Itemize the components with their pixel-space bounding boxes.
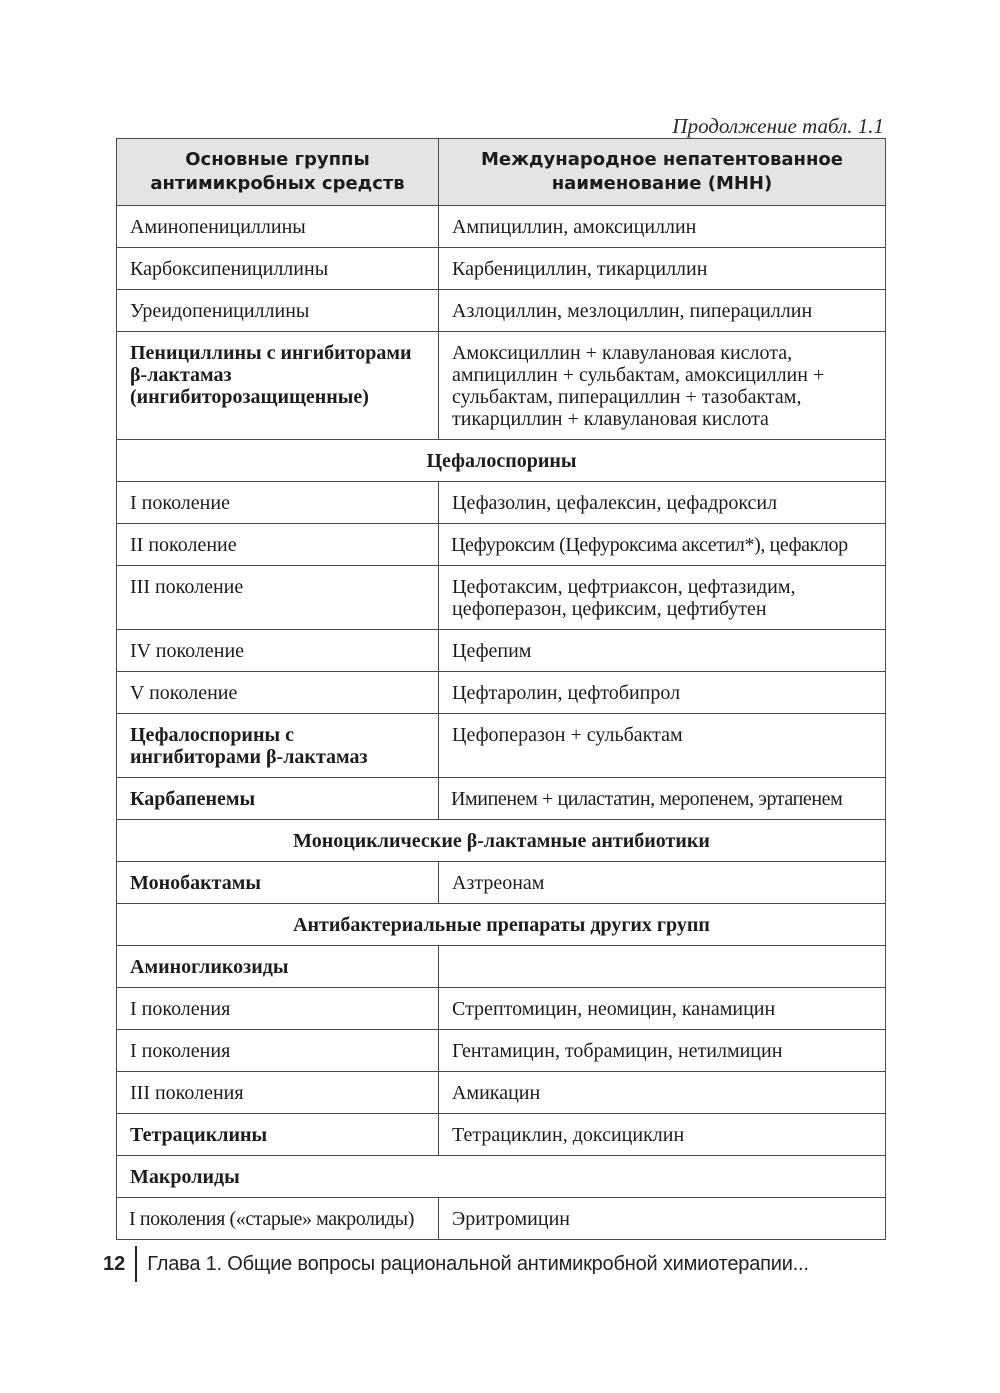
drugs-cell: Азтреонам — [439, 862, 886, 904]
group-cell: I поколения — [117, 988, 439, 1030]
drugs-cell: Цефтаролин, цефтобипрол — [439, 672, 886, 714]
group-cell: Уреидопенициллины — [117, 290, 439, 332]
table-row — [117, 566, 886, 630]
table-row — [117, 778, 886, 820]
section-row — [117, 1156, 886, 1198]
group-cell: II поколение — [117, 524, 439, 566]
drugs-cell: Цефотаксим, цефтриаксон, цефтазидим, цефоперазон, цефиксим, цефтибутен — [439, 566, 886, 630]
table-row — [117, 482, 886, 524]
drugs-cell: Амикацин — [439, 1072, 886, 1114]
table-row — [117, 946, 886, 988]
drugs-cell — [439, 946, 886, 988]
group-cell: Монобактамы — [117, 862, 439, 904]
drugs-cell: Цефоперазон + сульбактам — [439, 714, 886, 778]
table-row — [117, 332, 886, 440]
antimicrobial-table — [116, 138, 886, 1240]
group-cell: I поколения («старые» макролиды) — [117, 1198, 439, 1240]
group-cell: Аминопенициллины — [117, 206, 439, 248]
table-row — [117, 206, 886, 248]
page-footer — [103, 1247, 809, 1281]
group-cell: I поколения — [117, 1030, 439, 1072]
drugs-cell: Цефазолин, цефалексин, цефадроксил — [439, 482, 886, 524]
table-row — [117, 1030, 886, 1072]
header-inn: Международное непатентованное наименование (МНН) — [439, 139, 886, 206]
section-title: Моноциклические β-лактамные антибиотики — [117, 820, 886, 862]
section-title: Антибактериальные препараты других групп — [117, 904, 886, 946]
group-cell: Тетрациклины — [117, 1114, 439, 1156]
table-row — [117, 290, 886, 332]
drugs-cell: Амоксициллин + клавулановая кислота, ампициллин + сульбактам, амоксициллин + сульбактам, пиперациллин + тазобактам, тикарциллин + клавулановая кислота — [439, 332, 886, 440]
group-cell: I поколение — [117, 482, 439, 524]
group-cell: III поколение — [117, 566, 439, 630]
chapter-title: Глава 1. Общие вопросы рациональной антимикробной химиотерапии... — [147, 1252, 809, 1275]
table-caption: Продолжение табл. 1.1 — [672, 114, 884, 138]
drugs-cell: Цефепим — [439, 630, 886, 672]
section-row — [117, 820, 886, 862]
group-cell: Макролиды — [117, 1156, 886, 1198]
table-row — [117, 714, 886, 778]
table-row — [117, 672, 886, 714]
drugs-cell: Ампициллин, амоксициллин — [439, 206, 886, 248]
table-row — [117, 1114, 886, 1156]
drugs-cell: Гентамицин, тобрамицин, нетилмицин — [439, 1030, 886, 1072]
table-row — [117, 988, 886, 1030]
table-row — [117, 1198, 886, 1240]
group-cell: Карбапенемы — [117, 778, 439, 820]
page-number: 12 — [103, 1252, 126, 1275]
group-cell: Аминогликозиды — [117, 946, 439, 988]
drugs-cell: Цефуроксим (Цефуроксима аксетил*), цефаклор — [439, 524, 886, 566]
table-header-row — [117, 139, 886, 206]
drugs-cell: Эритромицин — [439, 1198, 886, 1240]
table-row — [117, 862, 886, 904]
group-cell: Пенициллины с ингибиторами β-лактамаз (ингибиторозащищенные) — [117, 332, 439, 440]
table-row — [117, 248, 886, 290]
group-cell: III поколения — [117, 1072, 439, 1114]
section-row — [117, 904, 886, 946]
drugs-cell: Имипенем + циластатин, меропенем, эртапенем — [439, 778, 886, 820]
footer-divider — [135, 1246, 137, 1282]
group-cell: Карбоксипенициллины — [117, 248, 439, 290]
table-row — [117, 1072, 886, 1114]
drugs-cell: Карбенициллин, тикарциллин — [439, 248, 886, 290]
header-groups: Основные группы антимикробных средств — [117, 139, 439, 206]
table-row — [117, 630, 886, 672]
drugs-cell: Стрептомицин, неомицин, канамицин — [439, 988, 886, 1030]
drugs-cell: Азлоциллин, мезлоциллин, пиперациллин — [439, 290, 886, 332]
group-cell: Цефалоспорины с ингибиторами β-лактамаз — [117, 714, 439, 778]
drugs-cell: Тетрациклин, доксициклин — [439, 1114, 886, 1156]
section-row — [117, 440, 886, 482]
group-cell: IV поколение — [117, 630, 439, 672]
table-row — [117, 524, 886, 566]
section-title: Цефалоспорины — [117, 440, 886, 482]
group-cell: V поколение — [117, 672, 439, 714]
